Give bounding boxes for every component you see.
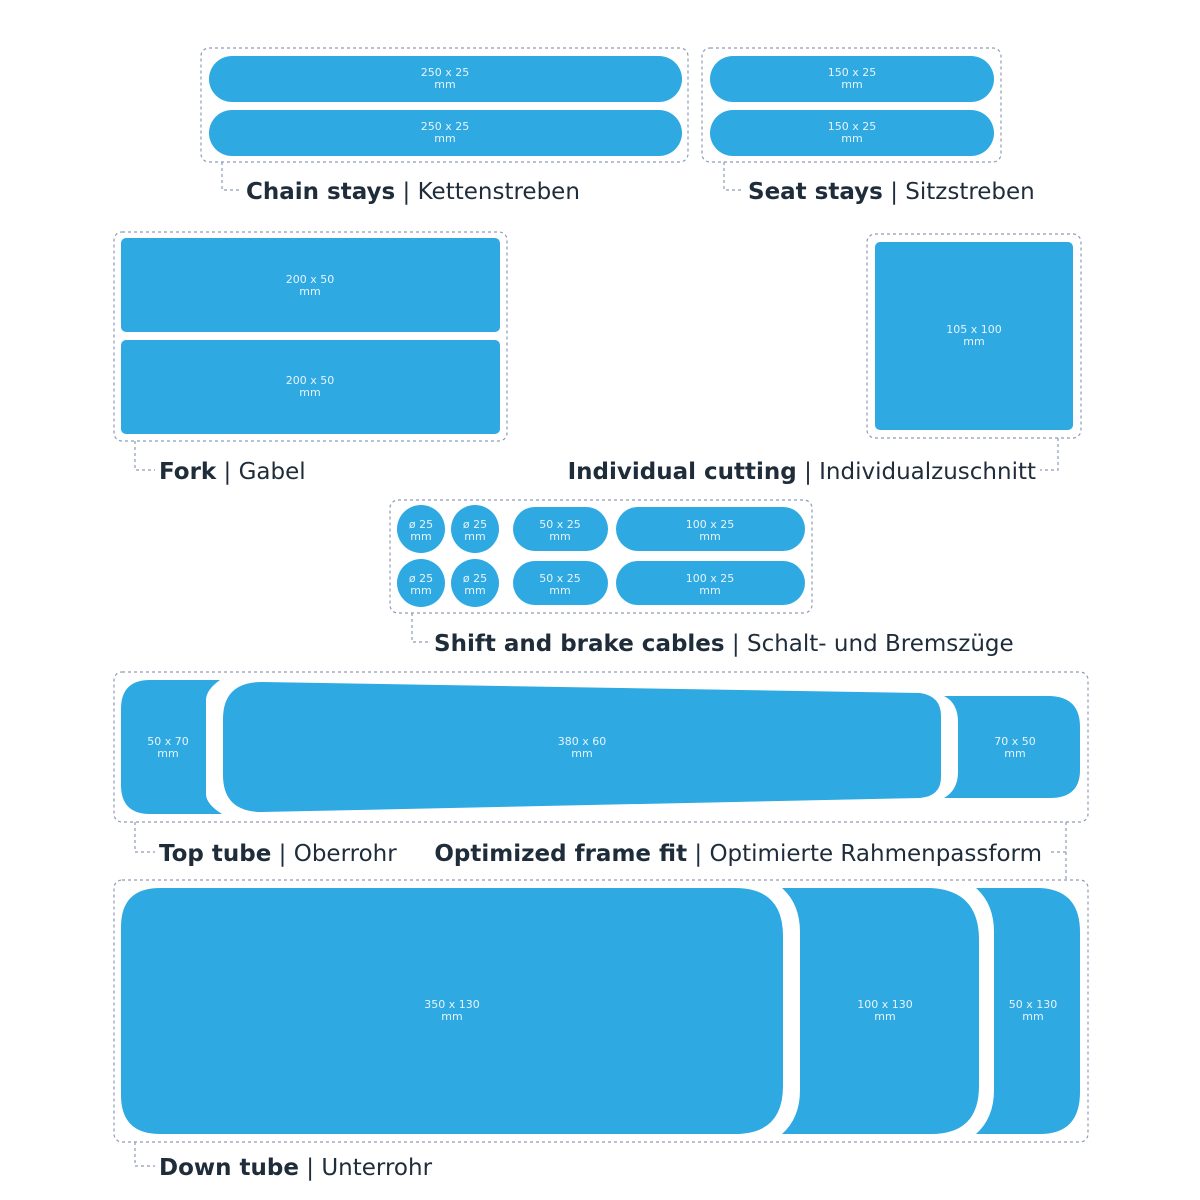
patch-size: 70 x 50 (994, 735, 1036, 748)
seat-stays-group (702, 48, 1035, 205)
chain-stays-group (201, 48, 688, 205)
patch-size: 100 x 130 (857, 998, 913, 1011)
patch-size: 50 x 25 (539, 572, 581, 585)
frame-fit-label: Optimized frame fit | Optimierte Rahmenpassform (434, 841, 1042, 867)
patch-size: 150 x 25 (827, 120, 877, 133)
patch-unit: mm (157, 747, 179, 760)
top-tube-label: Top tube | Oberrohr (159, 841, 397, 867)
patch-unit: mm (1004, 747, 1026, 760)
cables-label: Shift and brake cables | Schalt- und Bremszüge (434, 631, 1014, 657)
patch-size: 200 x 50 (285, 273, 335, 286)
patch-unit: mm (434, 132, 456, 145)
chain-stays-label: Chain stays | Kettenstreben (246, 179, 580, 205)
patch-size: 50 x 130 (1008, 998, 1058, 1011)
patch-size: 50 x 70 (147, 735, 189, 748)
patch-unit: mm (464, 530, 486, 543)
patch-unit: mm (410, 584, 432, 597)
fork-leader (135, 441, 155, 470)
patch-size: 250 x 25 (420, 66, 470, 79)
patch-size: 50 x 25 (539, 518, 581, 531)
patch-unit: mm (1022, 1010, 1044, 1023)
patch-size: 100 x 25 (685, 572, 735, 585)
fork-label: Fork | Gabel (159, 459, 306, 485)
individual-cutting-group (568, 234, 1081, 485)
top-tube-group (114, 672, 1088, 867)
patch-size: 380 x 60 (557, 735, 607, 748)
patch-unit: mm (841, 132, 863, 145)
frame-fit-leader (1048, 822, 1066, 880)
patch-unit: mm (434, 78, 456, 91)
down-tube-leader (135, 1142, 155, 1166)
patch-size: 105 x 100 (946, 323, 1002, 336)
patch-unit: mm (549, 584, 571, 597)
patch-size: ø 25 (408, 518, 434, 531)
patch-size: ø 25 (462, 572, 488, 585)
patch-unit: mm (464, 584, 486, 597)
patch-unit: mm (299, 285, 321, 298)
chain-stays-leader (222, 162, 242, 190)
patch-unit: mm (699, 584, 721, 597)
patch-unit: mm (963, 335, 985, 348)
patch-unit: mm (441, 1010, 463, 1023)
down-tube-label: Down tube | Unterrohr (159, 1155, 433, 1181)
individual-cutting-label: Individual cutting | Individualzuschnitt (567, 459, 1036, 485)
individual-cutting-leader (1040, 438, 1058, 470)
patch-size: 150 x 25 (827, 66, 877, 79)
patch-unit: mm (841, 78, 863, 91)
seat-stays-label: Seat stays | Sitzstreben (748, 179, 1035, 205)
patch-size: ø 25 (408, 572, 434, 585)
fork-group (114, 232, 507, 485)
patch-unit: mm (699, 530, 721, 543)
cables-group (390, 500, 1014, 657)
patch-size: 200 x 50 (285, 374, 335, 387)
patch-unit: mm (549, 530, 571, 543)
patch-unit: mm (874, 1010, 896, 1023)
patch-size: ø 25 (462, 518, 488, 531)
seat-stays-leader (724, 162, 744, 190)
frame-fit-annotation (434, 822, 1066, 880)
down-tube-group (114, 880, 1088, 1181)
patch-unit: mm (571, 747, 593, 760)
top-tube-leader (135, 822, 155, 852)
patch-size: 350 x 130 (424, 998, 480, 1011)
cables-leader (412, 613, 430, 642)
patch-unit: mm (410, 530, 432, 543)
patch-size: 250 x 25 (420, 120, 470, 133)
patch-size: 100 x 25 (685, 518, 735, 531)
patch-unit: mm (299, 386, 321, 399)
